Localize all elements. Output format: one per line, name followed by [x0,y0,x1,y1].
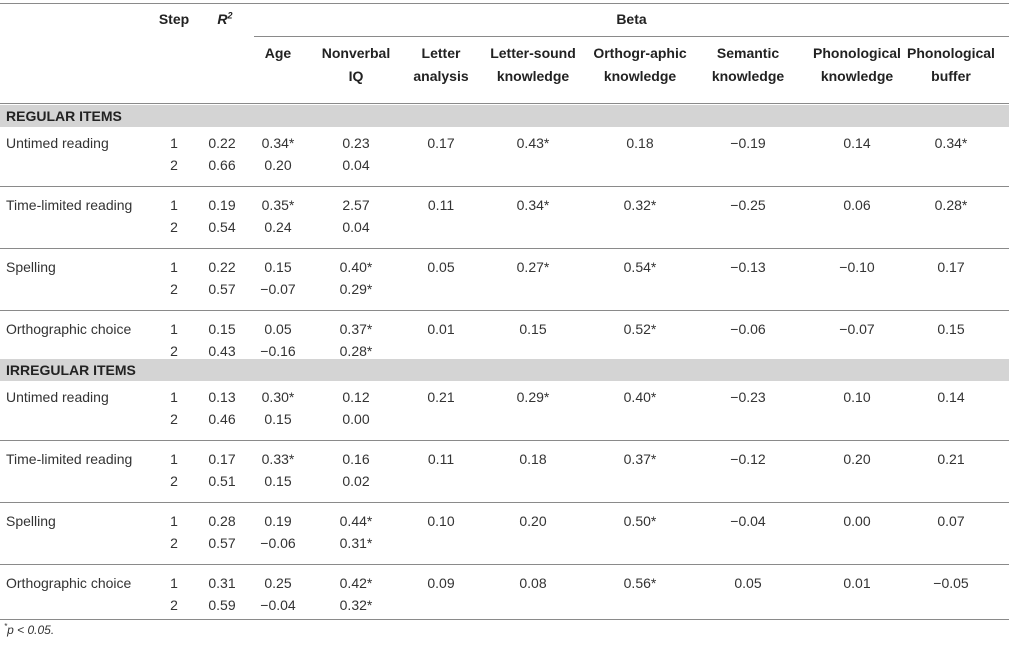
beta-cell: 0.32* [623,197,657,213]
beta-cell: 0.56* [623,575,657,591]
beta-cell: 0.33* [261,451,295,467]
beta-cell: 0.16 [342,451,370,467]
beta-cell: 0.40* [339,259,373,275]
beta-cell: 0.42* [339,575,373,591]
beta-cell: 0.23 [342,135,370,151]
beta-cell: 0.00 [342,411,370,427]
beta-cell: −0.13 [730,259,766,275]
beta-cell: 0.54* [623,259,657,275]
column-header [478,42,588,88]
section-header [0,105,1009,127]
beta-cell: 0.15 [519,321,547,337]
beta-cell: −0.25 [730,197,766,213]
beta-cell: 0.50* [623,513,657,529]
column-header-line: Phonological [907,45,995,61]
column-header [698,42,798,88]
beta-cell: −0.04 [730,513,766,529]
beta-cell: 0.15 [264,411,292,427]
row-label: Orthographic choice [6,321,132,337]
row-divider [0,310,1009,311]
step-cell: 1 [170,513,178,529]
r2-cell: 0.51 [208,473,236,489]
r2-cell: 0.31 [208,575,236,591]
beta-cell: 0.43* [516,135,550,151]
r2-cell: 0.17 [208,451,236,467]
beta-cell: 0.44* [339,513,373,529]
beta-cell: 0.17 [427,135,455,151]
row-divider [0,564,1009,565]
r2-cell: 0.22 [208,259,236,275]
beta-cell: 0.07 [937,513,965,529]
row-divider [0,502,1009,503]
beta-cell: 0.14 [937,389,965,405]
row-label: Time-limited reading [6,451,133,467]
column-header-line: IQ [348,68,364,84]
column-header [802,42,912,88]
step-cell: 2 [170,281,178,297]
beta-cell: 0.06 [843,197,871,213]
beta-cell: −0.16 [260,343,296,359]
beta-cell: 0.15 [264,259,292,275]
beta-cell: 0.28* [339,343,373,359]
beta-cell: 0.24 [264,219,292,235]
beta-cell: 0.28* [934,197,968,213]
column-header-line: Semantic [716,45,780,61]
beta-cell: 0.35* [261,197,295,213]
column-header-line: knowledge [711,68,785,84]
step-cell: 2 [170,411,178,427]
beta-cell: 0.27* [516,259,550,275]
column-header-line: knowledge [496,68,570,84]
beta-cell: 0.01 [427,321,455,337]
row-divider [0,186,1009,187]
beta-cell: −0.12 [730,451,766,467]
beta-cell: 0.11 [427,197,455,213]
column-header-line: knowledge [603,68,677,84]
beta-cell: −0.23 [730,389,766,405]
section-header [0,359,1009,381]
beta-cell: 0.18 [626,135,654,151]
row-label: Spelling [6,513,56,529]
beta-cell: −0.19 [730,135,766,151]
row-divider [0,248,1009,249]
r2-cell: 0.22 [208,135,236,151]
step-cell: 2 [170,219,178,235]
beta-cell: 0.15 [937,321,965,337]
beta-cell: 0.01 [843,575,871,591]
beta-cell: −0.06 [260,535,296,551]
column-header-line: Phonological [813,45,901,61]
beta-cell: −0.04 [260,597,296,613]
beta-cell: 0.32* [339,597,373,613]
step-cell: 1 [170,321,178,337]
beta-cell: 0.17 [937,259,965,275]
beta-cell: 0.30* [261,389,295,405]
step-cell: 1 [170,259,178,275]
beta-cell: 0.25 [264,575,292,591]
column-header-line: knowledge [820,68,894,84]
beta-cell: 0.10 [427,513,455,529]
beta-rule [254,36,1009,37]
step-cell: 2 [170,157,178,173]
beta-cell: 0.29* [516,389,550,405]
beta-cell: 0.12 [342,389,370,405]
beta-cell: 0.18 [519,451,547,467]
row-label: Untimed reading [6,389,109,405]
beta-cell: 0.08 [519,575,547,591]
beta-cell: 0.52* [623,321,657,337]
beta-cell: 0.21 [427,389,455,405]
footnote: *p < 0.05. [4,622,55,637]
r2-cell: 0.13 [208,389,236,405]
beta-cell: 0.20 [519,513,547,529]
beta-cell: 0.34* [516,197,550,213]
beta-cell: 2.57 [342,197,370,213]
r2-cell: 0.54 [208,219,236,235]
beta-cell: 0.11 [427,451,455,467]
step-cell: 1 [170,197,178,213]
r2-cell: 0.46 [208,411,236,427]
column-header-line: Age [264,45,292,61]
beta-cell: −0.07 [260,281,296,297]
beta-cell: 0.20 [264,157,292,173]
beta-cell: −0.07 [839,321,875,337]
beta-cell: 0.00 [843,513,871,529]
beta-cell: 0.05 [427,259,455,275]
step-cell: 2 [170,535,178,551]
column-header-line: Nonverbal [321,45,391,61]
beta-cell: 0.34* [261,135,295,151]
header-step: Step [158,11,190,27]
beta-cell: −0.10 [839,259,875,275]
r2-cell: 0.57 [208,281,236,297]
column-header [906,42,996,88]
beta-cell: 0.09 [427,575,455,591]
r2-cell: 0.15 [208,321,236,337]
top-rule [0,3,1009,4]
row-label: Untimed reading [6,135,109,151]
beta-cell: −0.05 [933,575,969,591]
column-header-line: Orthogr-aphic [593,45,687,61]
row-label: Time-limited reading [6,197,133,213]
column-header-line: Letter [421,45,461,61]
column-header-line: analysis [413,68,469,84]
beta-cell: 0.20 [843,451,871,467]
step-cell: 1 [170,389,178,405]
step-cell: 1 [170,451,178,467]
r2-cell: 0.57 [208,535,236,551]
step-cell: 1 [170,575,178,591]
beta-cell: −0.06 [730,321,766,337]
row-label: Spelling [6,259,56,275]
column-header [248,42,308,65]
r2-cell: 0.28 [208,513,236,529]
step-cell: 2 [170,343,178,359]
beta-cell: 0.10 [843,389,871,405]
beta-cell: 0.05 [264,321,292,337]
r2-cell: 0.66 [208,157,236,173]
beta-cell: 0.14 [843,135,871,151]
beta-cell: 0.15 [264,473,292,489]
header-r2: $R^2$ [217,10,233,27]
header-bottom-rule [0,103,1009,104]
beta-cell: 0.21 [937,451,965,467]
step-cell: 2 [170,473,178,489]
r2-cell: 0.43 [208,343,236,359]
column-header-line: buffer [931,68,971,84]
r2-cell: 0.19 [208,197,236,213]
header-beta: Beta [616,11,647,27]
section-title: IRREGULAR ITEMS [6,362,136,378]
column-header-line: Letter-sound [490,45,576,61]
step-cell: 1 [170,135,178,151]
row-divider [0,440,1009,441]
beta-cell: 0.02 [342,473,370,489]
beta-cell: 0.31* [339,535,373,551]
row-label: Orthographic choice [6,575,132,591]
beta-cell: 0.37* [339,321,373,337]
column-header [316,42,396,88]
beta-cell: 0.04 [342,157,370,173]
beta-cell: 0.04 [342,219,370,235]
step-cell: 2 [170,597,178,613]
r2-cell: 0.59 [208,597,236,613]
column-header [406,42,476,88]
column-header [585,42,695,88]
beta-cell: 0.05 [734,575,762,591]
beta-cell: 0.37* [623,451,657,467]
beta-cell: 0.34* [934,135,968,151]
section-title: REGULAR ITEMS [6,108,122,124]
beta-cell: 0.19 [264,513,292,529]
beta-cell: 0.29* [339,281,373,297]
beta-cell: 0.40* [623,389,657,405]
bottom-rule [0,619,1009,620]
